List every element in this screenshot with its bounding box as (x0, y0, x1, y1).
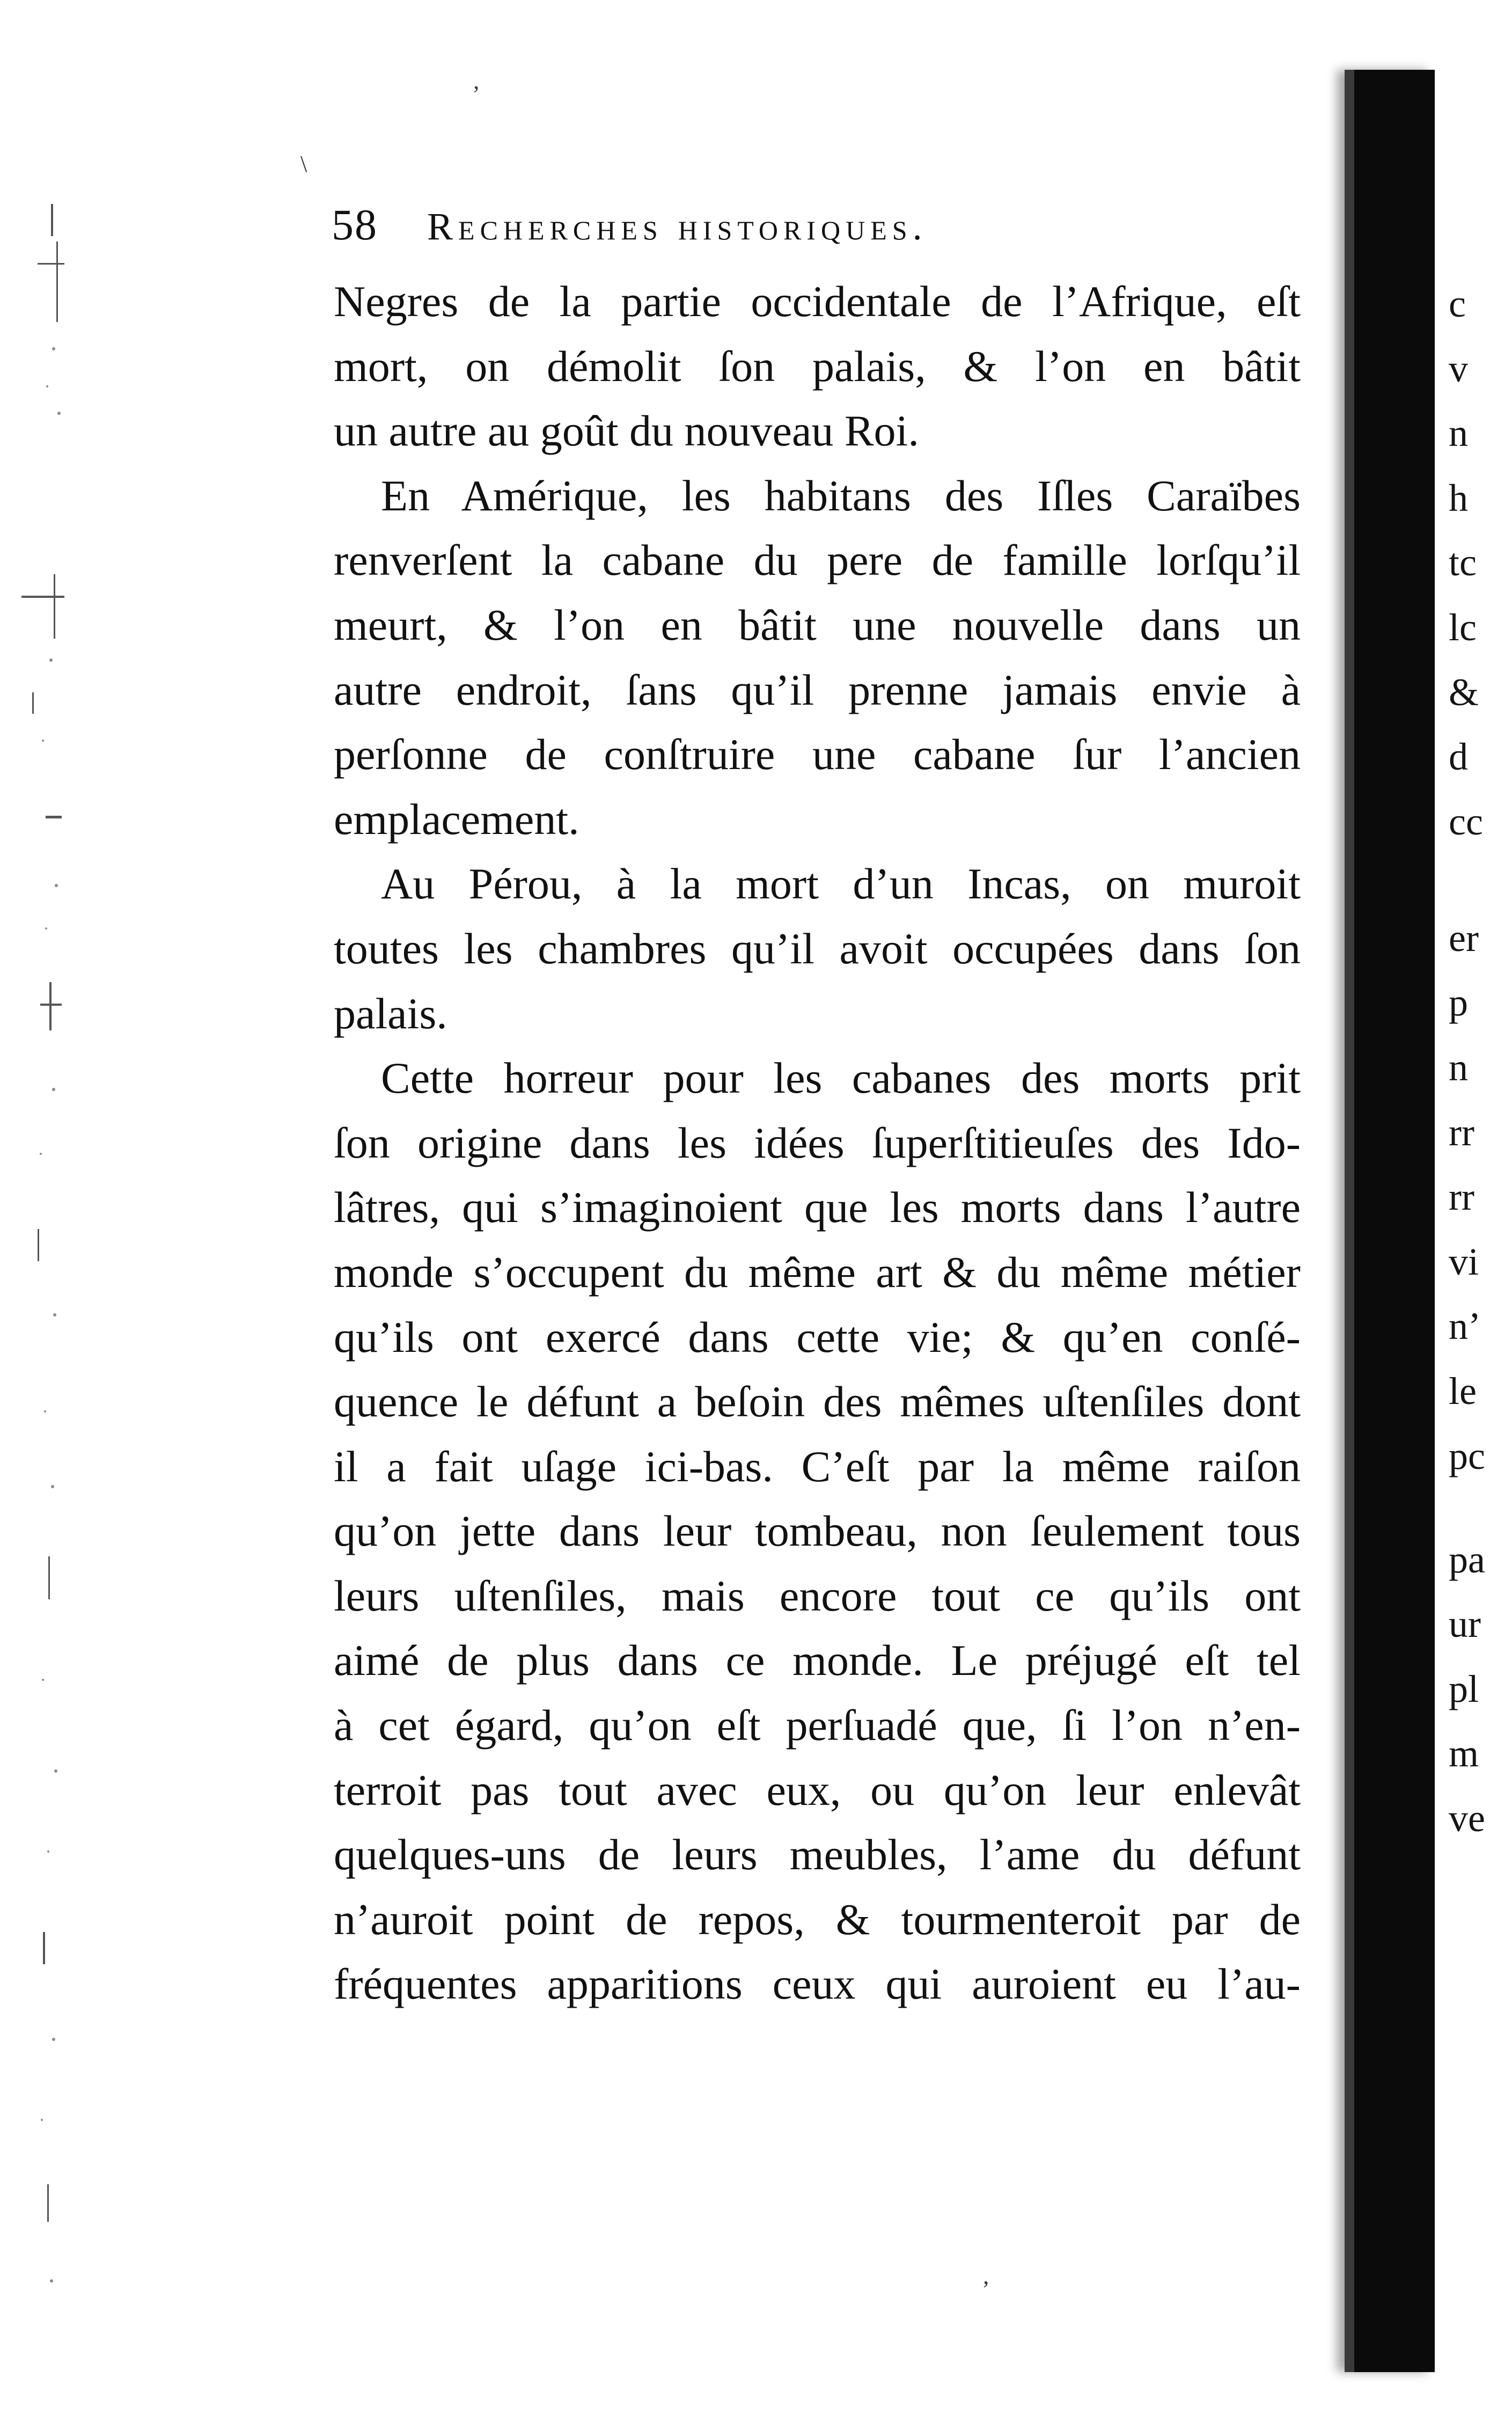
facing-page-fragment: le (1449, 1370, 1477, 1413)
text-line: il a fait uſage ici-bas. C’eſt par la même raiſon (334, 1442, 1301, 1491)
facing-page-fragments (1449, 0, 1512, 2429)
facing-page-fragment: c (1449, 282, 1466, 325)
facing-page-fragment: ve (1449, 1797, 1485, 1840)
running-head (332, 200, 1297, 264)
text-line: perſonne de conſtruire une cabane ſur l’ancien (334, 730, 1301, 779)
text-line: autre endroit, ſans qu’il prenne jamais envie à (334, 665, 1301, 714)
text-line: Cette horreur pour les cabanes des morts prit (381, 1053, 1301, 1103)
facing-page-fragment: m (1449, 1732, 1479, 1775)
facing-page-fragment: rr (1449, 1110, 1474, 1154)
text-line: n’auroit point de repos, & tourmenteroit par de (334, 1894, 1301, 1944)
running-title: Recherches historiques. (427, 205, 928, 248)
facing-page-fragment: cc (1449, 800, 1483, 843)
binding-shadow (1345, 70, 1435, 2372)
text-line: toutes les chambres qu’il avoit occupées dans ſon (334, 924, 1301, 973)
facing-page-fragment: n (1449, 412, 1468, 455)
facing-page-fragment: d (1449, 735, 1468, 779)
text-line: renverſent la cabane du pere de famille lorſqu’il (334, 536, 1301, 585)
facing-page-fragment: pa (1449, 1538, 1485, 1581)
facing-page-fragment: lc (1449, 606, 1477, 649)
text-line: fréquentes apparitions ceux qui auroient eu l’au- (334, 1959, 1301, 2009)
facing-page-fragment: & (1449, 670, 1479, 714)
text-line: à cet égard, qu’on eſt perſuadé que, ſi l’on n’en- (334, 1701, 1301, 1750)
text-line: un autre au goût du nouveau Roi. (334, 406, 919, 456)
facing-page-fragment: n’ (1449, 1305, 1481, 1348)
text-line: quelques-uns de leurs meubles, l’ame du défunt (334, 1830, 1301, 1879)
text-line: qu’on jette dans leur tombeau, non ſeulement tous (334, 1506, 1301, 1556)
text-line: emplacement. (334, 794, 579, 844)
facing-page-fragment: rr (1449, 1175, 1474, 1219)
facing-page-fragment: er (1449, 916, 1479, 960)
facing-page-fragment: tc (1449, 541, 1477, 584)
text-line: monde s’occupent du même art & du même métier (334, 1247, 1301, 1297)
text-line: palais. (334, 989, 447, 1038)
text-line: En Amérique, les habitans des Iſles Caraïbes (381, 471, 1301, 520)
text-line: quence le défunt a beſoin des mêmes uſtenſiles dont (334, 1377, 1301, 1426)
text-line: meurt, & l’on en bâtit une nouvelle dans un (334, 600, 1301, 649)
text-line: aimé de plus dans ce monde. Le préjugé eſt tel (334, 1636, 1301, 1685)
page-number: 58 (332, 200, 378, 249)
facing-page-fragment: p (1449, 981, 1468, 1025)
scan-speck: ’ (982, 2276, 990, 2302)
facing-page-fragment: v (1449, 347, 1468, 390)
facing-page-fragment: pc (1449, 1434, 1485, 1477)
text-line: terroit pas tout avec eux, ou qu’on leur enlevât (334, 1765, 1301, 1815)
facing-page-fragment: n (1449, 1046, 1468, 1089)
scan-speck: ’ (472, 81, 480, 107)
text-line: ſon origine dans les idées ſuperſtitieuſes des Ido- (334, 1118, 1301, 1167)
text-line: leurs uſtenſiles, mais encore tout ce qu’ils ont (334, 1571, 1301, 1620)
facing-page-fragment: h (1449, 476, 1468, 520)
facing-page-fragment: vi (1449, 1240, 1479, 1283)
facing-page-fragment: pl (1449, 1667, 1479, 1710)
text-line: Negres de la partie occidentale de l’Afrique, eſt (334, 277, 1301, 326)
body-text (334, 269, 1301, 2017)
text-line: mort, on démolit ſon palais, & l’on en bâtit (334, 341, 1301, 391)
text-line: Au Pérou, à la mort d’un Incas, on muroit (381, 859, 1301, 909)
scan-speck: \ (300, 151, 307, 177)
facing-page-fragment: ur (1449, 1603, 1481, 1646)
text-line: lâtres, qui s’imaginoient que les morts dans l’autre (334, 1183, 1301, 1232)
scanned-gutter-edge (0, 134, 70, 2388)
text-line: qu’ils ont exercé dans cette vie; & qu’en conſé- (334, 1312, 1301, 1362)
